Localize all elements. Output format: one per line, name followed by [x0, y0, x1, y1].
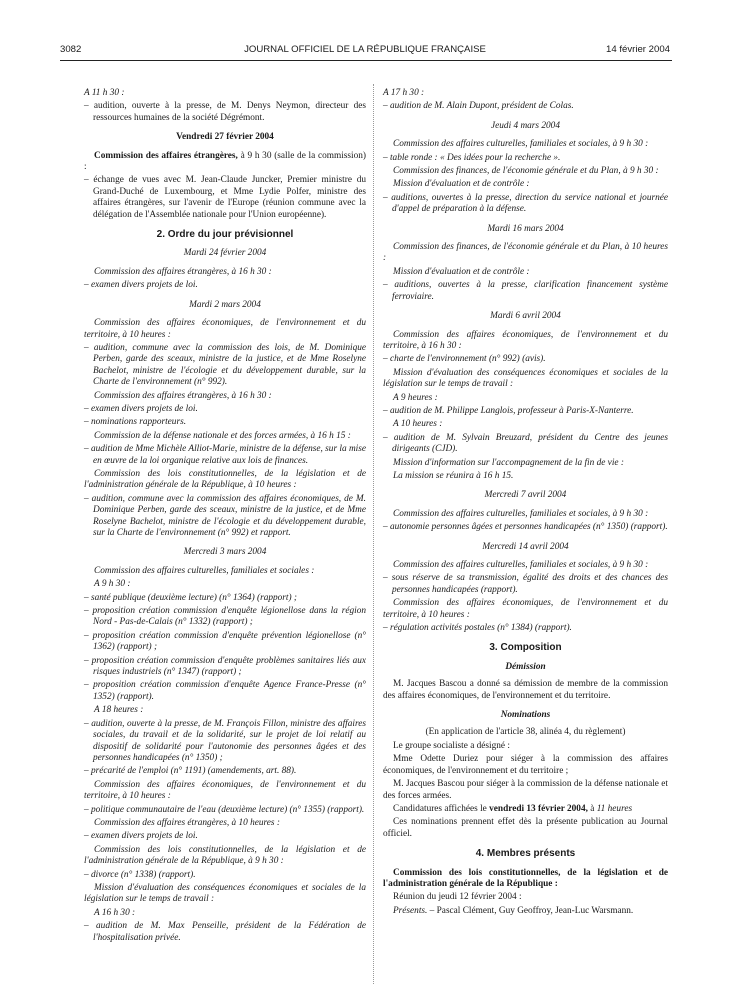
committee-line: Commission des affaires économiques, de l'environnement et du territoire, à 10 heures :	[84, 318, 366, 340]
committee-line: Commission des affaires étrangères, à 16 h 30 :	[94, 266, 272, 277]
text-run: Candidatures affichées le	[393, 803, 490, 814]
agenda-item: – proposition création commission d'enquête légionellose dans la région Nord - Pas-de-Calais (n° 1332) (rapport) ;	[84, 606, 366, 628]
committee-line: Commission des affaires culturelles, familiales et sociales :	[94, 565, 315, 576]
agenda-item: – proposition création commission d'enquête Agence France-Presse (n° 1352) (rapport).	[84, 680, 366, 702]
time-label: A 10 heures :	[393, 419, 443, 430]
text-run: à	[587, 803, 597, 814]
agenda-item: – examen divers projets de loi.	[84, 280, 198, 291]
committee-line	[84, 151, 366, 174]
committee-line: Commission des lois constitutionnelles, de la législation et de l'administration générale de la République, à 10 heures :	[84, 468, 366, 491]
agenda-item: – auditions, ouvertes à la presse, direction du service national et journée d'appel de préparation à la défense.	[383, 192, 668, 215]
agenda-item: – divorce (n° 1338) (rapport).	[84, 869, 196, 880]
bold-date: vendredi 13 février 2004,	[489, 803, 588, 814]
committee-line: Commission des affaires culturelles, familiales et sociales, à 9 h 30 :	[393, 508, 649, 519]
committee-line: Commission des affaires culturelles, familiales et sociales, à 9 h 30 :	[393, 139, 649, 150]
agenda-item: – audition, ouverte à la presse, de M. François Fillon, ministre des affaires sociales, du travail et de la solidarité, sur le projet de loi relatif au dispositif de solidarité pour l'autonomie des personnes âgées et des personnes handicapées (n° 1350) ;	[84, 718, 366, 763]
agenda-item: – sous réserve de sa transmission, égalité des droits et des chances des personnes handicapées (rapport).	[383, 573, 668, 595]
agenda-item: – précarité de l'emploi (n° 1191) (amendements, art. 88).	[84, 766, 297, 777]
section-heading: 4. Membres présents	[475, 848, 576, 860]
committee-line: Commission des affaires économiques, de l'environnement et du territoire, à 10 heures :	[383, 598, 668, 620]
paragraph: Le groupe socialiste a désigné :	[393, 740, 510, 751]
committee-name: Commission des affaires étrangères,	[94, 150, 238, 161]
page-number: 3082	[60, 44, 82, 55]
committee-line: Commission des finances, de l'économie générale et du Plan, à 9 h 30 :	[393, 166, 659, 177]
subsection-heading: Démission	[505, 661, 546, 672]
committee-line: Commission des affaires étrangères, à 10 heures :	[94, 817, 280, 828]
time-label: A 9 heures :	[393, 392, 438, 403]
journal-title: JOURNAL OFFICIEL DE LA RÉPUBLIQUE FRANÇAISE	[244, 44, 486, 55]
paragraph: Mme Odette Duriez pour siéger à la commission des affaires économiques, de l'environnement et du territoire ;	[383, 754, 668, 776]
agenda-item: – charte de l'environnement (n° 992) (avis).	[383, 354, 546, 365]
section-heading: 2. Ordre du jour prévisionnel	[156, 229, 294, 241]
agenda-item: – examen divers projets de loi.	[84, 403, 198, 414]
agenda-item: – régulation activités postales (n° 1384) (rapport).	[383, 623, 572, 634]
date-heading: Mercredi 3 mars 2004	[183, 547, 267, 558]
date-heading: Vendredi 27 février 2004	[176, 132, 274, 143]
committee-line: Commission des affaires économiques, de l'environnement et du territoire, à 16 h 30 :	[383, 329, 668, 351]
paragraph: M. Jacques Bascou a donné sa démission de membre de la commission des affaires économiques, de l'environnement et du territoire.	[383, 679, 668, 701]
agenda-item: – autonomie personnes âgées et personnes handicapées (n° 1350) (rapport).	[383, 522, 668, 533]
date-heading: Mardi 6 avril 2004	[490, 311, 561, 322]
date-heading: Mardi 16 mars 2004	[487, 223, 564, 234]
mission-line: Mission d'évaluation et de contrôle :	[393, 179, 530, 190]
paragraph	[383, 906, 668, 917]
mission-line: Mission d'évaluation et de contrôle :	[393, 266, 530, 277]
column-separator	[373, 84, 374, 984]
date-heading: Mercredi 7 avril 2004	[484, 490, 567, 501]
agenda-item: – audition de Mme Michèle Alliot-Marie, ministre de la défense, sur la mise en œuvre de la loi organique relative aux lois de finances.	[84, 444, 366, 466]
agenda-item: – proposition création commission d'enquête problèmes sanitaires liés aux risques industriels (n° 1347) (rapport) ;	[84, 655, 366, 678]
page-header	[60, 44, 670, 58]
agenda-item: – audition de M. Max Penseille, président de la Fédération de l'hospitalisation privée.	[84, 921, 366, 943]
mission-line: Mission d'évaluation des conséquences économiques et sociales de la législation sur le temps de travail :	[383, 367, 668, 390]
section-heading: 3. Composition	[489, 642, 562, 654]
right-column	[383, 88, 668, 919]
time-label: A 9 h 30 :	[94, 579, 131, 590]
committee-line: Commission des lois constitutionnelles, de la législation et de l'administration générale de la République, à 9 h 30 :	[84, 844, 366, 867]
issue-date: 14 février 2004	[606, 44, 670, 55]
time-label: A 17 h 30 :	[383, 88, 425, 98]
agenda-item: – audition de M. Sylvain Breuzard, président du Centre des jeunes dirigeants (CJD).	[383, 432, 668, 455]
agenda-item: – auditions, ouvertes à la presse, clarification financement système ferroviaire.	[383, 280, 668, 302]
subsection-heading: Nominations	[500, 710, 551, 721]
paragraph: Ces nominations prennent effet dès la présente publication au Journal officiel.	[383, 817, 668, 839]
paragraph: M. Jacques Bascou pour siéger à la commission de la défense nationale et des forces armées.	[383, 779, 668, 801]
agenda-item: – santé publique (deuxième lecture) (n° 1364) (rapport) ;	[84, 592, 298, 603]
committee-time: à 9 h 30 (salle de la commission) :	[84, 150, 366, 173]
paragraph	[383, 804, 668, 815]
paragraph: (En application de l'article 38, alinéa 4, du règlement)	[425, 727, 626, 738]
time-label: A 18 heures :	[94, 705, 144, 716]
date-heading: Mardi 24 février 2004	[183, 248, 267, 259]
agenda-item: – audition de M. Alain Dupont, président de Colas.	[383, 101, 574, 112]
italic-time: 11 heures	[596, 803, 633, 814]
committee-line: Commission des affaires économiques, de l'environnement et du territoire, à 10 heures :	[84, 779, 366, 802]
committee-line: Commission des affaires étrangères, à 16 h 30 :	[94, 390, 272, 401]
date-heading: Mardi 2 mars 2004	[189, 299, 261, 310]
committee-line: Commission de la défense nationale et des forces armées, à 16 h 15 :	[94, 430, 351, 441]
agenda-item: – audition de M. Philippe Langlois, professeur à Paris-X-Nanterre.	[383, 405, 634, 416]
date-heading: Mercredi 14 avril 2004	[482, 541, 569, 552]
agenda-item: – nominations rapporteurs.	[84, 417, 187, 428]
agenda-item: – audition, ouverte à la presse, de M. Denys Neymon, directeur des ressources humaines de la société Dégrémont.	[84, 101, 366, 123]
agenda-item: – proposition création commission d'enquête prévention légionellose (n° 1362) (rapport) ;	[84, 630, 366, 653]
mission-note: La mission se réunira à 16 h 15.	[393, 470, 514, 481]
agenda-item: – échange de vues avec M. Jean-Claude Juncker, Premier ministre du Grand-Duché de Luxembourg, et Mme Lydie Polfer, ministre des affaires étrangères, sur l'avenir de l'Europe (réunion commune avec la délégation de l'Assemblée nationale pour l'Union européenne).	[84, 175, 366, 220]
committee-line: Commission des affaires culturelles, familiales et sociales, à 9 h 30 :	[393, 560, 649, 570]
mission-line: Mission d'information sur l'accompagnement de la fin de vie :	[393, 457, 624, 468]
paragraph: Réunion du jeudi 12 février 2004 :	[393, 892, 522, 903]
date-heading: Jeudi 4 mars 2004	[491, 120, 560, 131]
present-names: – Pascal Clément, Guy Geoffroy, Jean-Luc Warsmann.	[427, 905, 634, 916]
agenda-item: – audition, commune avec la commission des lois, de M. Dominique Perben, garde des sceaux, ministre de la justice, et de Mme Roselyne Bachelot, ministre de l'écologie et du développement durable, sur la Charte de l'environnement (n° 992).	[84, 342, 366, 388]
time-label: A 11 h 30 :	[84, 88, 125, 98]
left-column	[84, 88, 366, 946]
present-label: Présents.	[393, 905, 428, 916]
committee-line: Commission des finances, de l'économie générale et du Plan, à 10 heures :	[383, 242, 668, 264]
time-label: A 16 h 30 :	[94, 907, 136, 918]
agenda-item: – politique communautaire de l'eau (deuxième lecture) (n° 1355) (rapport).	[84, 804, 365, 815]
agenda-item: – examen divers projets de loi.	[84, 831, 198, 842]
agenda-item: – audition, commune avec la commission des affaires économiques, de M. Dominique Perben, garde des sceaux, ministre de la justice, et de Mme Roselyne Bachelot, ministre de l'écologie et du développement durable, sur la Charte de l'environnement (n° 992) et rapport.	[84, 493, 366, 538]
committee-line: Mission d'évaluation des conséquences économiques et sociales de la législation sur le temps de travail :	[84, 882, 366, 905]
committee-heading: Commission des lois constitutionnelles, de la législation et de l'administration générale de la République :	[383, 867, 668, 889]
agenda-item: – table ronde : « Des idées pour la recherche ».	[383, 152, 561, 163]
header-rule	[60, 60, 672, 61]
